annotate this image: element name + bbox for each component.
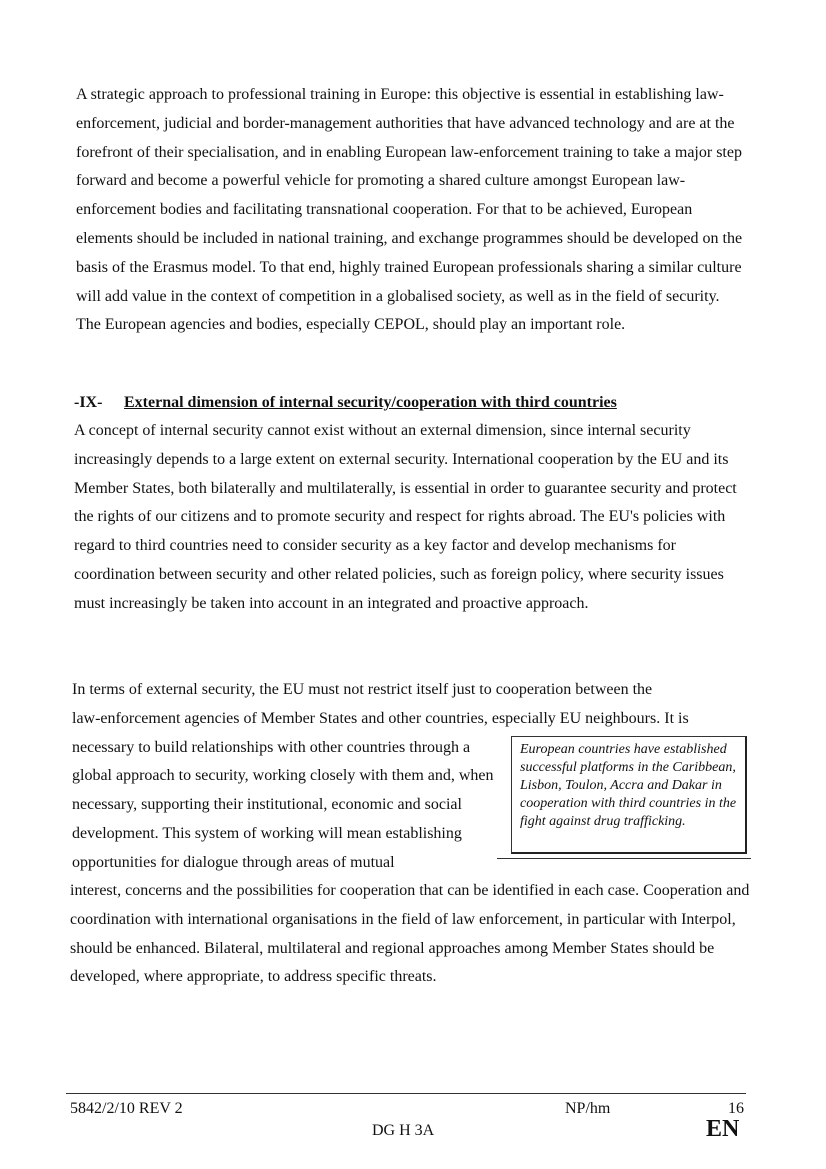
page-number: 16 — [728, 1100, 744, 1117]
directorate-code: DG H 3A — [372, 1122, 435, 1139]
section-number: -IX- — [74, 394, 103, 411]
paragraph-wrapped-text: necessary to build relationships with other countries through a global approach to security, working closely with them and, when necessary, supporting their institutional, economic and social development. This system of working will mean establishing opportunities for dialogue through areas of mutual — [72, 738, 494, 871]
author-initials: NP/hm — [565, 1100, 611, 1117]
callout-box: European countries have established successful platforms in the Caribbean, Lisbon, Toulon, Accra and Dakar in cooperation with third countries in the fight against drug trafficking. — [511, 736, 747, 854]
paragraph-line: In terms of external security, the EU must not restrict itself just to cooperation between the — [72, 681, 653, 698]
paragraph-external-security-continued: interest, concerns and the possibilities for cooperation that can be identified in each case. Cooperation and coordination with international organisations in the field of law enforcement, in particular with Interpol, should be enhanced. Bilateral, multilateral and regional approaches among Member States should be developed, where appropriate, to address specific threats. — [70, 882, 750, 986]
footer-divider — [66, 1093, 746, 1094]
paragraph-professional-training: A strategic approach to professional training in Europe: this objective is essential in establishing law-enforcement, judicial and border-management authorities that have advanced technology and are at the forefront of their specialisation, and in enabling European law-enforcement training to take a major step forward and become a powerful vehicle for promoting a shared culture amongst European law-enforcement bodies and facilitating transnational cooperation. For that to be achieved, European elements should be included in national training, and exchange programmes should be developed on the basis of the Erasmus model. To that end, highly trained European professionals sharing a similar culture will add value in the context of competition in a globalised society, as well as in the field of security. The European agencies and bodies, especially CEPOL, should play an important role. — [76, 86, 743, 334]
section-heading — [74, 393, 754, 413]
document-reference: 5842/2/10 REV 2 — [70, 1100, 183, 1117]
callout-divider — [497, 858, 751, 859]
section-title: External dimension of internal security/cooperation with third countries — [124, 394, 617, 411]
paragraph-line: law-enforcement agencies of Member States and other countries, especially EU neighbours. It is — [72, 709, 689, 727]
language-code: EN — [706, 1116, 740, 1142]
paragraph-external-dimension: A concept of internal security cannot exist without an external dimension, since internal security increasingly depends to a large extent on external security. International cooperation by the EU and its Member States, both bilaterally and multilaterally, is essential in order to guarantee security and protect the rights of our citizens and to promote security and respect for rights abroad. The EU's policies with regard to third countries need to consider security as a key factor and develop mechanisms for coordination between security and other related policies, such as foreign policy, where security issues must increasingly be taken into account in an integrated and proactive approach. — [74, 422, 737, 612]
